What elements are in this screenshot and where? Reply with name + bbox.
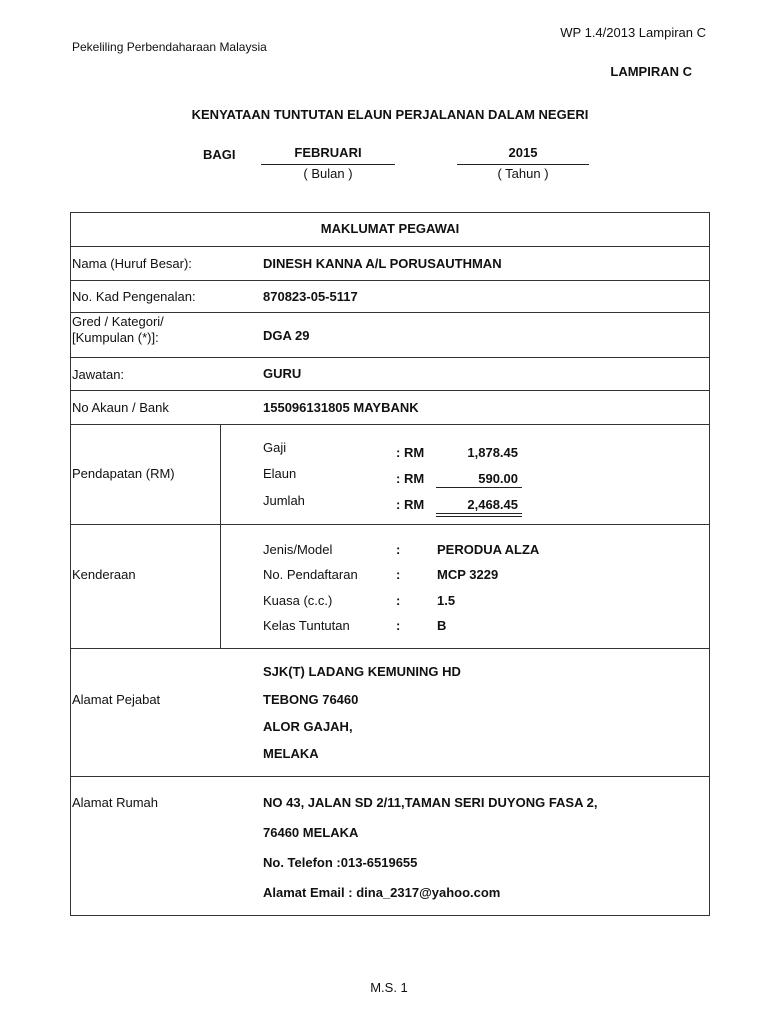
document-title: KENYATAAN TUNTUTAN ELAUN PERJALANAN DALAM NEGERI (191, 107, 589, 122)
akaun-value: 155096131805 MAYBANK (263, 400, 419, 415)
alamat-pejabat-line2: TEBONG 76460 (263, 692, 359, 707)
gred-label-line2: [Kumpulan (*)]: (72, 330, 159, 345)
jumlah-double-underline-bottom (436, 516, 522, 517)
kelas-tuntutan-value: B (437, 618, 447, 633)
pendaftaran-sep: : (396, 567, 401, 582)
pendapatan-label: Pendapatan (RM) (72, 466, 175, 481)
alamat-rumah-line1: NO 43, JALAN SD 2/11,TAMAN SERI DUYONG FASA 2, (263, 795, 598, 810)
month-caption: ( Bulan ) (303, 166, 353, 181)
telefon-line: No. Telefon :013-6519655 (263, 855, 418, 870)
page-number: M.S. 1 (370, 980, 408, 995)
elaun-underline (436, 487, 522, 488)
alamat-pejabat-line3: ALOR GAJAH, (263, 719, 353, 734)
kenderaan-label: Kenderaan (72, 567, 136, 582)
section-title: MAKLUMAT PEGAWAI (320, 221, 460, 236)
jenis-model-sep: : (396, 542, 401, 557)
jumlah-double-underline-top (436, 513, 522, 514)
jenis-model-value: PERODUA ALZA (437, 542, 540, 557)
pendaftaran-label: No. Pendaftaran (263, 567, 358, 582)
ic-label: No. Kad Pengenalan: (72, 289, 196, 304)
email-line: Alamat Email : dina_2317@yahoo.com (263, 885, 501, 900)
gaji-currency: : RM (396, 445, 425, 460)
alamat-rumah-label: Alamat Rumah (72, 795, 158, 810)
kelas-tuntutan-label: Kelas Tuntutan (263, 618, 350, 633)
nama-value: DINESH KANNA A/L PORUSAUTHMAN (263, 256, 502, 271)
period-prefix: BAGI (203, 147, 236, 162)
alamat-pejabat-label: Alamat Pejabat (72, 692, 161, 707)
gred-label-line1: Gred / Kategori/ (72, 314, 164, 329)
alamat-pejabat-line1: SJK(T) LADANG KEMUNING HD (263, 664, 461, 679)
year-underline (457, 164, 589, 165)
elaun-currency: : RM (396, 471, 425, 486)
kelas-tuntutan-sep: : (396, 618, 401, 633)
nama-label: Nama (Huruf Besar): (72, 256, 192, 271)
document-reference: WP 1.4/2013 Lampiran C (560, 25, 706, 40)
period-year: 2015 (508, 145, 538, 160)
jenis-model-label: Jenis/Model (263, 542, 333, 557)
gaji-label: Gaji (263, 440, 287, 455)
gaji-amount: 1,878.45 (467, 445, 518, 460)
akaun-label: No Akaun / Bank (72, 400, 169, 415)
period-month: FEBRUARI (294, 145, 362, 160)
jumlah-label: Jumlah (263, 493, 305, 508)
jumlah-currency: : RM (396, 497, 425, 512)
gred-value: DGA 29 (263, 328, 310, 343)
elaun-amount: 590.00 (478, 471, 518, 486)
pendaftaran-value: MCP 3229 (437, 567, 499, 582)
year-caption: ( Tahun ) (497, 166, 549, 181)
kuasa-sep: : (396, 593, 401, 608)
alamat-pejabat-line4: MELAKA (263, 746, 319, 761)
circular-title: Pekeliling Perbendaharaan Malaysia (72, 40, 267, 54)
month-underline (261, 164, 395, 165)
alamat-rumah-line2: 76460 MELAKA (263, 825, 359, 840)
kuasa-label: Kuasa (c.c.) (263, 593, 333, 608)
jawatan-value: GURU (263, 366, 302, 381)
kuasa-value: 1.5 (437, 593, 456, 608)
jumlah-amount: 2,468.45 (467, 497, 518, 512)
jawatan-label: Jawatan: (72, 367, 125, 382)
ic-value: 870823-05-5117 (263, 289, 358, 304)
lampiran-label: LAMPIRAN C (610, 64, 692, 79)
elaun-label: Elaun (263, 466, 297, 481)
